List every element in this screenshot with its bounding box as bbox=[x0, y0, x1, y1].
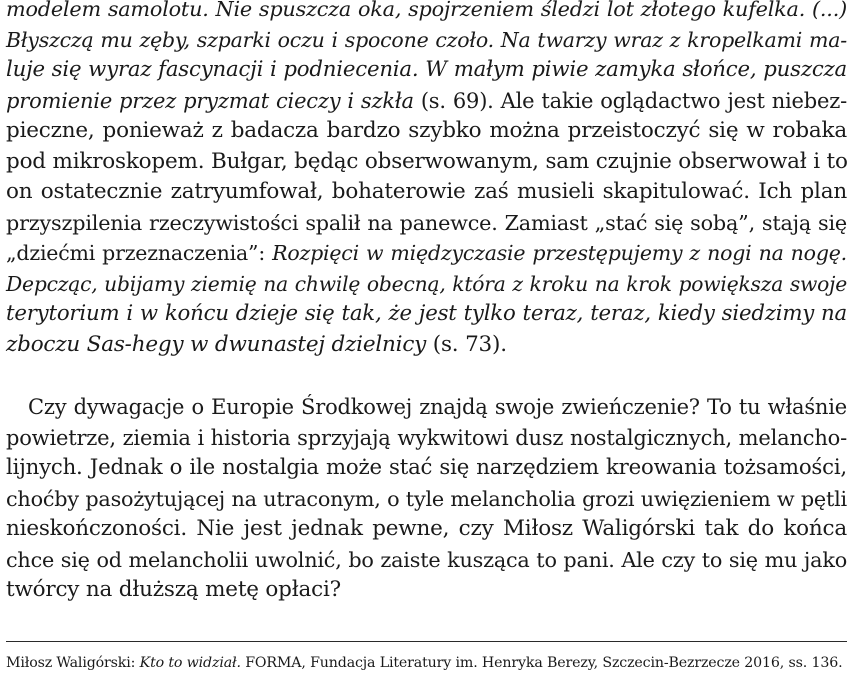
text-line: pod mikroskopem. Bułgar, będąc obserwowanym, sam czujnie obserwował i to bbox=[6, 148, 848, 174]
footnote-publication: FORMA, Fundacja Literatury im. Henryka Berezy, Szczecin-Bezrzecze 2016, ss. 136. bbox=[240, 655, 843, 671]
text-line: Błyszczą mu zęby, szparki oczu i spocone czoło. Na twarzy wraz z kropelkami ma- bbox=[6, 27, 847, 52]
text-line: Czy dywagacje o Europie Środkowej znajdą swoje zwieńczenie? To tu właśnie bbox=[28, 395, 847, 419]
text-line: nieskończoności. Nie jest jednak pewne, czy Miłosz Waligórski tak do końca bbox=[6, 516, 847, 541]
text-line: powietrze, ziemia i historia sprzyjają wykwitowi dusz nostalgicznych, melancho- bbox=[6, 425, 847, 450]
text-line: twórcy na dłuższą metę opłaci? bbox=[6, 577, 341, 602]
text-line: „dziećmi przeznaczenia”: Rozpięci w międzyczasie przestępujemy z nogi na nogę. bbox=[6, 241, 847, 265]
text-line: on ostatecznie zatryumfował, bohaterowie zaś musieli skapitulować. Ich plan bbox=[6, 179, 847, 204]
text-line: przyszpilenia rzeczywistości spalił na panewce. Zamiast „stać się sobą”, stają się bbox=[6, 210, 847, 235]
footnote-divider bbox=[6, 641, 847, 642]
text-line: choćby pasożytującej na utraconym, o tyle melancholia grozi uwięzieniem w pętli bbox=[6, 486, 847, 511]
text-line: Depcząc, ubijamy ziemię na chwilę obecną, która z kroku na krok powiększa swoje bbox=[6, 271, 847, 296]
text-line: pieczne, ponieważ z badacza bardzo szybko można przeistoczyć się w robaka bbox=[6, 118, 847, 143]
footnote bbox=[6, 654, 847, 672]
text-line: promienie przez pryzmat cieczy i szkła (s. 69). Ale takie oglądactwo jest niebez- bbox=[6, 88, 847, 113]
footnote-title: Kto to widział. bbox=[139, 655, 241, 671]
paragraph-2 bbox=[6, 392, 847, 606]
paragraph-1 bbox=[6, 0, 847, 360]
text-line: zboczu Sas-hegy w dwunastej dzielnicy (s. 73). bbox=[6, 331, 507, 357]
text-line: lijnych. Jednak o ile nostalgia może stać się narzędziem kreowania tożsamości, bbox=[6, 455, 847, 480]
text-line: chce się od melancholii uwolnić, bo zaiste kusząca to pani. Ale czy to się mu jako bbox=[6, 547, 847, 572]
text-line: luje się wyraz fascynacji i podniecenia. W małym piwie zamyka słońce, puszcza bbox=[6, 57, 847, 82]
text-line: modelem samolotu. Nie spuszcza oka, spojrzeniem śledzi lot złotego kufelka. (...) bbox=[6, 0, 847, 21]
footnote-author: Miłosz Waligórski: bbox=[6, 655, 140, 671]
text-line: terytorium i w końcu dzieje się tak, że jest tylko teraz, teraz, kiedy siedzimy na bbox=[6, 301, 847, 326]
